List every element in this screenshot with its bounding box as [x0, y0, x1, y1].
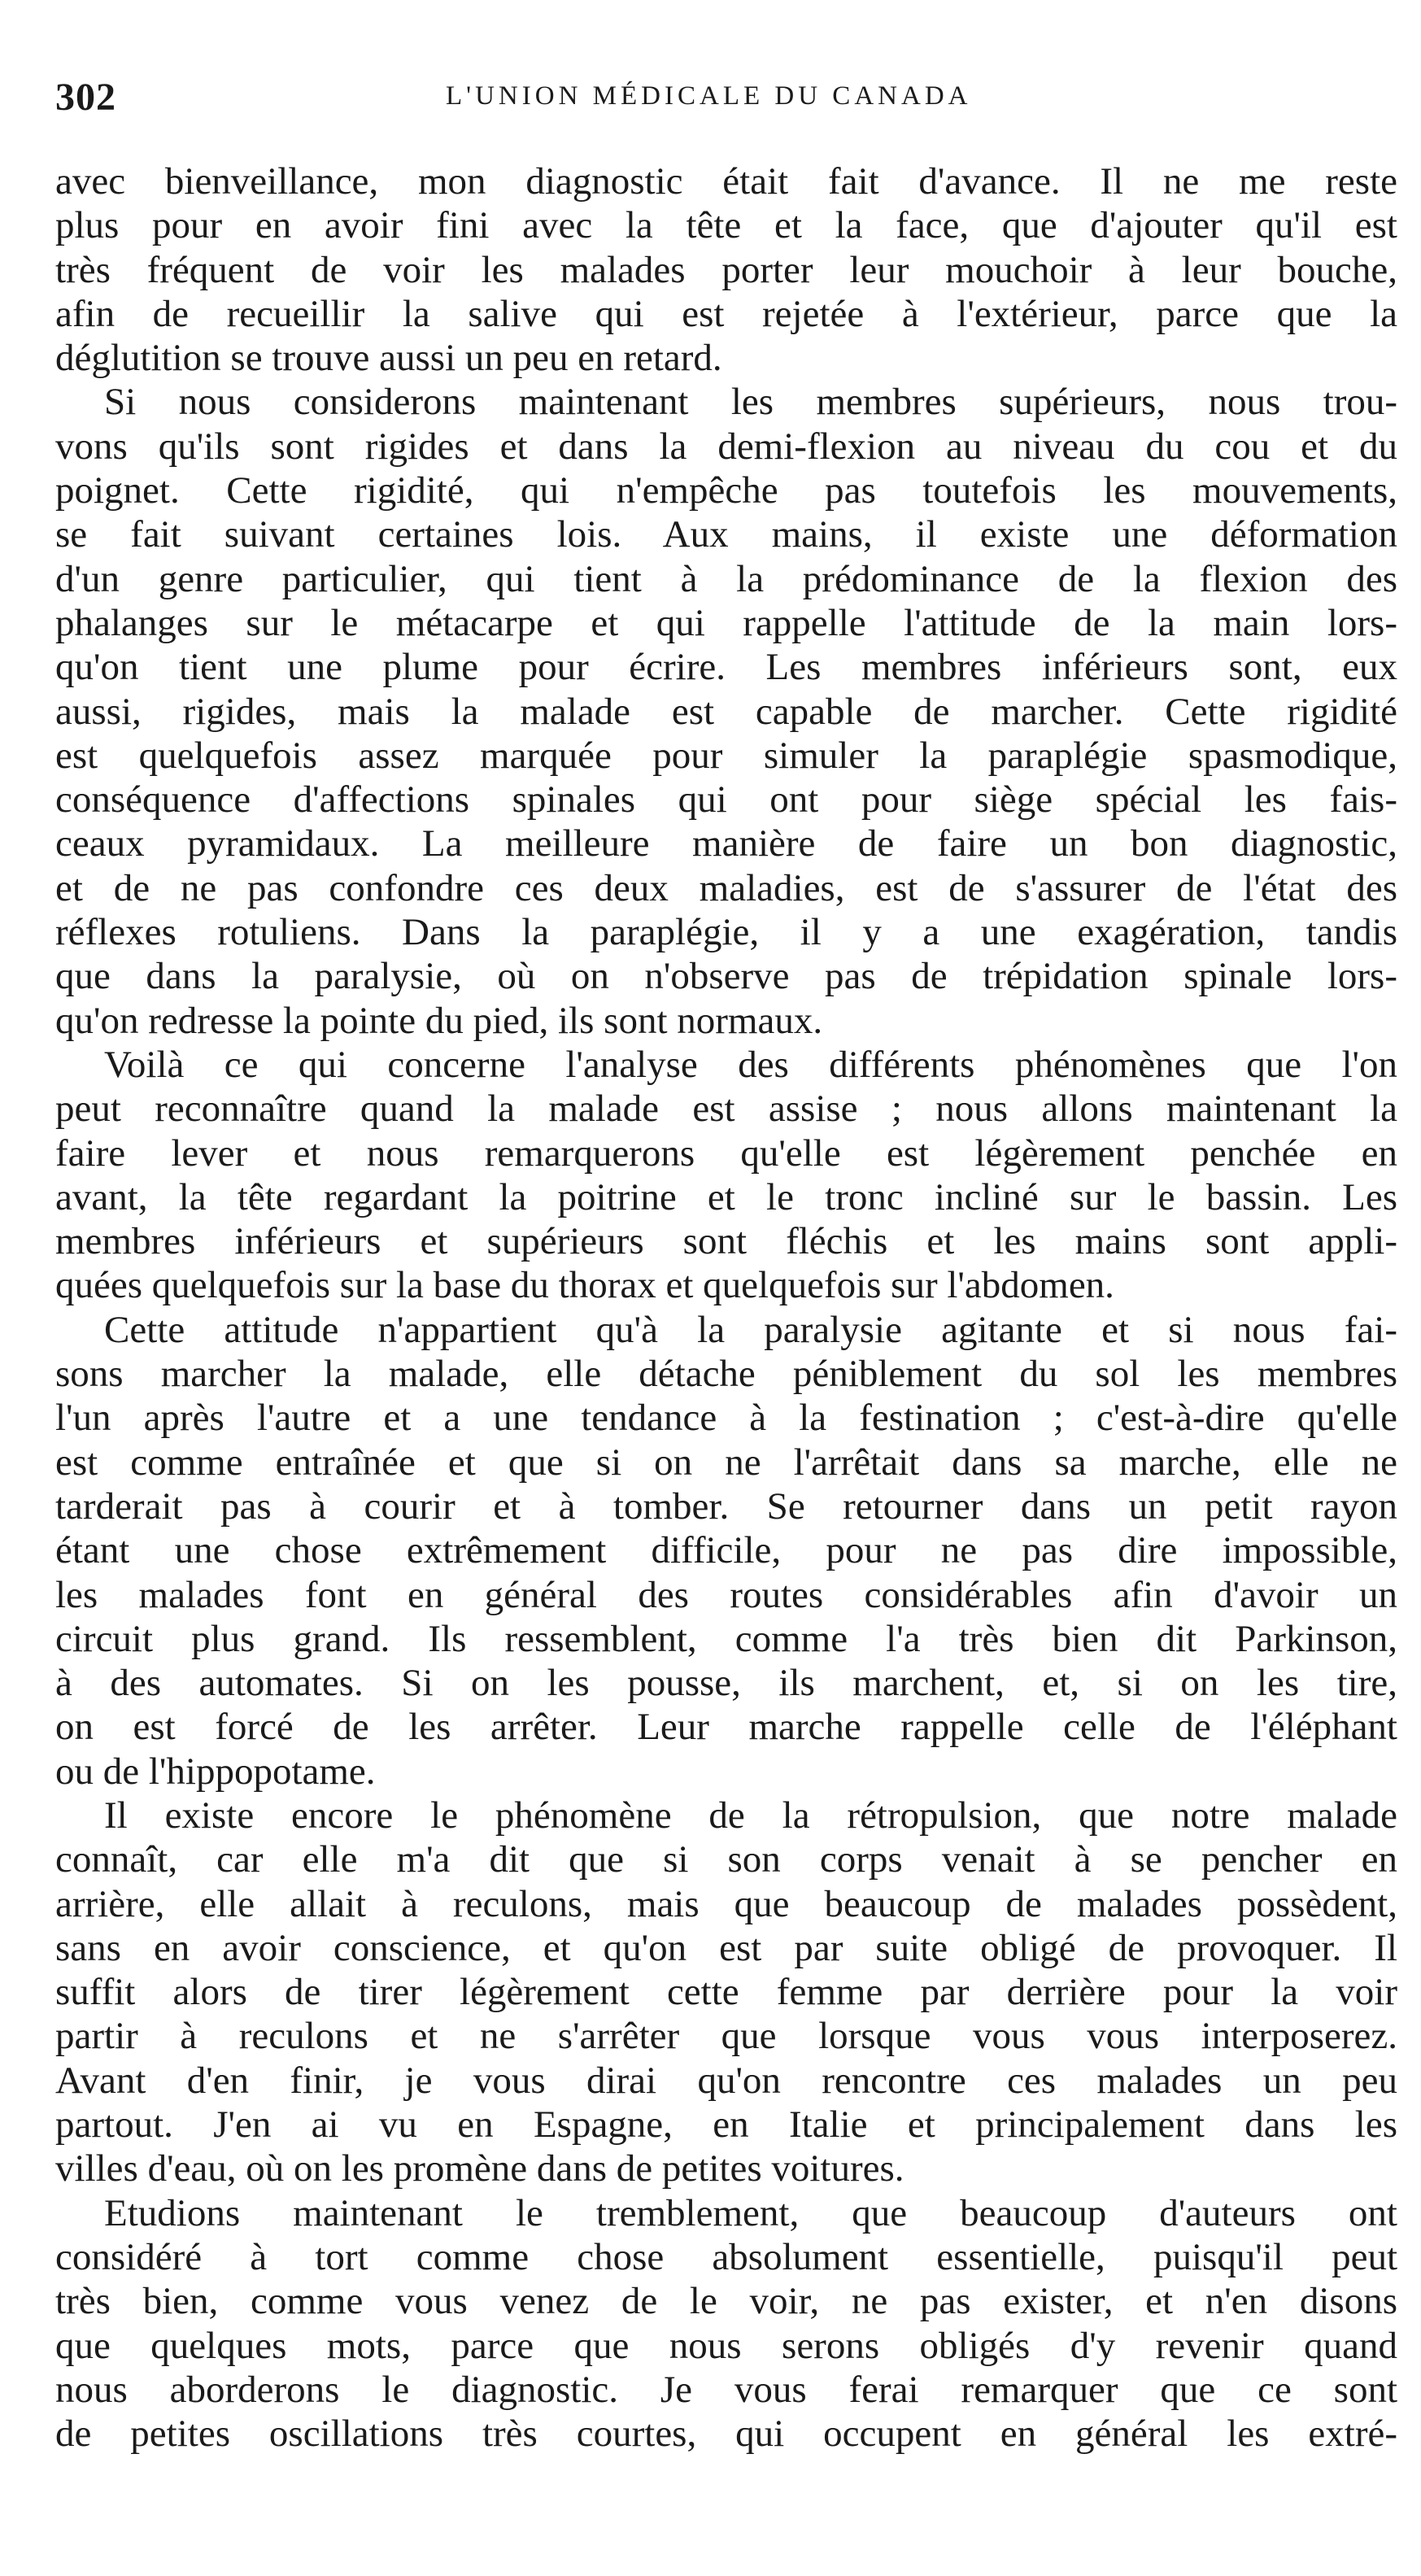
running-head — [55, 75, 1389, 132]
text-line: poignet. Cette rigidité, qui n'empêche pas toutefois les mouvements, — [55, 469, 1397, 512]
text-line: suffit alors de tirer légèrement cette femme par derrière pour la voir — [55, 1971, 1397, 2014]
text-line: arrière, elle allait à reculons, mais que beaucoup de malades possèdent, — [55, 1882, 1397, 1925]
text-line: phalanges sur le métacarpe et qui rappelle l'attitude de la main lors- — [55, 601, 1397, 644]
text-line: membres inférieurs et supérieurs sont fléchis et les mains sont appli- — [55, 1220, 1397, 1263]
text-line: les malades font en général des routes considérables afin d'avoir un — [55, 1573, 1397, 1616]
text-line: circuit plus grand. Ils ressemblent, comme l'a très bien dit Parkinson, — [55, 1617, 1397, 1660]
text-line: de petites oscillations très courtes, qui occupent en général les extré- — [55, 2413, 1397, 2456]
text-line: Etudions maintenant le tremblement, que beaucoup d'auteurs ont — [104, 2191, 1397, 2234]
page-number: 302 — [55, 76, 116, 119]
text-line: Il existe encore le phénomène de la rétropulsion, que notre malade — [104, 1794, 1397, 1837]
text-line: à des automates. Si on les pousse, ils marchent, et, si on les tire, — [55, 1662, 1397, 1705]
text-line: connaît, car elle m'a dit que si son corps venait à se pencher en — [55, 1838, 1397, 1881]
text-line: l'un après l'autre et a une tendance à la festination ; c'est-à-dire qu'elle — [55, 1397, 1397, 1440]
text-line: avec bienveillance, mon diagnostic était fait d'avance. Il ne me reste — [55, 160, 1397, 203]
text-line: quées quelquefois sur la base du thorax et quelquefois sur l'abdomen. — [55, 1264, 1114, 1307]
text-line: faire lever et nous remarquerons qu'elle est légèrement penchée en — [55, 1131, 1397, 1175]
text-line: conséquence d'affections spinales qui ont pour siège spécial les fais- — [55, 778, 1397, 822]
text-line: on est forcé de les arrêter. Leur marche rappelle celle de l'éléphant — [55, 1706, 1397, 1749]
text-line: Voilà ce qui concerne l'analyse des différents phénomènes que l'on — [104, 1043, 1397, 1086]
text-line: déglutition se trouve aussi un peu en retard. — [55, 337, 722, 380]
text-line: très fréquent de voir les malades porter leur mouchoir à leur bouche, — [55, 248, 1397, 291]
text-line: qu'on tient une plume pour écrire. Les membres inférieurs sont, eux — [55, 646, 1397, 689]
text-line: réflexes rotuliens. Dans la paraplégie, il y a une exagération, tandis — [55, 911, 1397, 954]
text-line: Cette attitude n'appartient qu'à la paralysie agitante et si nous fai- — [104, 1308, 1397, 1351]
text-line: étant une chose extrêmement difficile, pour ne pas dire impossible, — [55, 1529, 1397, 1572]
text-line: partout. J'en ai vu en Espagne, en Italie et principalement dans les — [55, 2103, 1397, 2147]
text-line: afin de recueillir la salive qui est rejetée à l'extérieur, parce que la — [55, 292, 1397, 335]
text-line: ou de l'hippopotame. — [55, 1750, 376, 1793]
text-line: peut reconnaître quand la malade est assise ; nous allons maintenant la — [55, 1087, 1397, 1131]
body-text — [55, 159, 1397, 2456]
text-line: se fait suivant certaines lois. Aux mains, il existe une déformation — [55, 513, 1397, 556]
text-line: partir à reculons et ne s'arrêter que lorsque vous vous interposerez. — [55, 2015, 1397, 2058]
text-line: tarderait pas à courir et à tomber. Se retourner dans un petit rayon — [55, 1484, 1397, 1528]
text-line: qu'on redresse la pointe du pied, ils sont normaux. — [55, 999, 823, 1042]
text-line: vons qu'ils sont rigides et dans la demi-flexion au niveau du cou et du — [55, 425, 1397, 468]
running-title: L'UNION MÉDICALE DU CANADA — [446, 81, 972, 111]
text-line: aussi, rigides, mais la malade est capable de marcher. Cette rigidité — [55, 690, 1397, 733]
text-line: est comme entraînée et que si on ne l'arrêtait dans sa marche, elle ne — [55, 1441, 1397, 1484]
text-line: villes d'eau, où on les promène dans de petites voitures. — [55, 2147, 904, 2190]
text-line: Si nous considerons maintenant les membres supérieurs, nous trou- — [104, 381, 1397, 424]
text-line: d'un genre particulier, qui tient à la prédominance de la flexion des — [55, 557, 1397, 600]
text-line: Avant d'en finir, je vous dirai qu'on rencontre ces malades un peu — [55, 2059, 1397, 2102]
text-line: avant, la tête regardant la poitrine et le tronc incliné sur le bassin. Les — [55, 1175, 1397, 1218]
text-line: que quelques mots, parce que nous serons obligés d'y revenir quand — [55, 2324, 1397, 2367]
text-line: est quelquefois assez marquée pour simuler la paraplégie spasmodique, — [55, 734, 1397, 777]
text-line: très bien, comme vous venez de le voir, ne pas exister, et n'en disons — [55, 2280, 1397, 2323]
text-line: nous aborderons le diagnostic. Je vous ferai remarquer que ce sont — [55, 2368, 1397, 2411]
text-line: sons marcher la malade, elle détache péniblement du sol les membres — [55, 1353, 1397, 1396]
text-line: ceaux pyramidaux. La meilleure manière de faire un bon diagnostic, — [55, 822, 1397, 865]
text-line: plus pour en avoir fini avec la tête et la face, que d'ajouter qu'il est — [55, 204, 1397, 247]
text-line: considéré à tort comme chose absolument essentielle, puisqu'il peut — [55, 2235, 1397, 2278]
text-line: et de ne pas confondre ces deux maladies, est de s'assurer de l'état des — [55, 866, 1397, 909]
text-line: sans en avoir conscience, et qu'on est par suite obligé de provoquer. Il — [55, 1926, 1397, 1969]
text-line: que dans la paralysie, où on n'observe pas de trépidation spinale lors- — [55, 955, 1397, 998]
